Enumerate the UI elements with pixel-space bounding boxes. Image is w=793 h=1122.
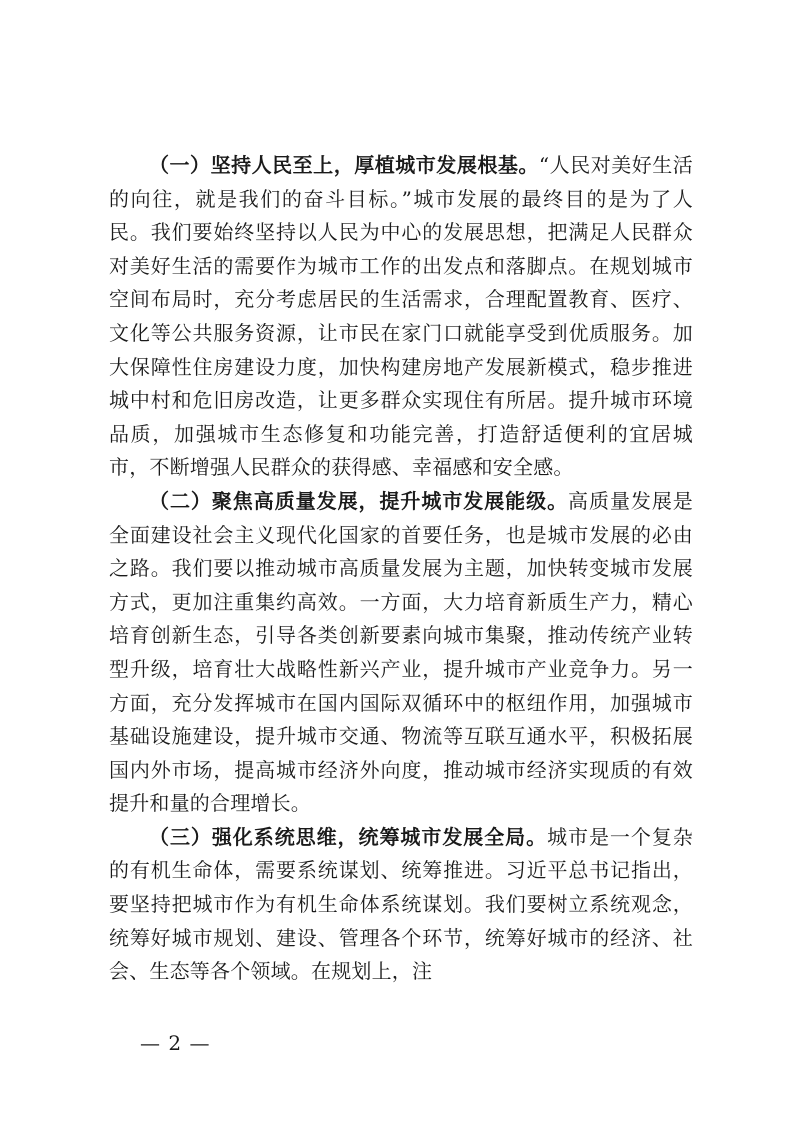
paragraph-1-text: “人民对美好生活的向往，就是我们的奋斗目标。”城市发展的最终目的是为了人民。我们要始终坚持以人民为中心的发展思想，把满足人民群众对美好生活的需要作为城市工作的出发点和落脚点。在规划城市空间布局时，充分考虑居民的生活需求，合理配置教育、医疗、文化等公共服务资源，让市民在家门口就能享受到优质服务。加大保障性住房建设力度，加快构建房地产发展新模式，稳步推进城中村和危旧房改造，让更多群众实现住有所居。提升城市环境品质，加强城市生态修复和功能完善，打造舒适便利的宜居城市，不断增强人民群众的获得感、幸福感和安全感。 bbox=[109, 153, 693, 480]
paragraph-2-heading: （二）聚焦高质量发展，提升城市发展能级。 bbox=[149, 488, 569, 513]
paragraph-1-heading: （一）坚持人民至上，厚植城市发展根基。 bbox=[149, 153, 539, 177]
page-number: — 2 — bbox=[140, 1031, 211, 1055]
paragraph-3 bbox=[109, 821, 693, 989]
paragraph-3-heading: （三）强化系统思维，统筹城市发展全局。 bbox=[149, 824, 548, 849]
paragraph-3-text: 城市是一个复杂的有机生命体，需要系统谋划、统筹推进。习近平总书记指出，要坚持把城市作为有机生命体系统谋划。我们要树立系统观念，统筹好城市规划、建设、管理各个环节，统筹好城市的经济、社会、生态等各个领域。在规划上，注 bbox=[109, 824, 693, 984]
document-body bbox=[109, 149, 693, 989]
paragraph-2 bbox=[109, 485, 693, 821]
paragraph-2-text: 高质量发展是全面建设社会主义现代化国家的首要任务，也是城市发展的必由之路。我们要以推动城市高质量发展为主题，加快转变城市发展方式，更加注重集约高效。一方面，大力培育新质生产力，精心培育创新生态，引导各类创新要素向城市集聚，推动传统产业转型升级，培育壮大战略性新兴产业，提升城市产业竞争力。另一方面，充分发挥城市在国内国际双循环中的枢纽作用，加强城市基础设施建设，提升城市交通、物流等互联互通水平，积极拓展国内外市场，提高城市经济外向度，推动城市经济实现质的有效提升和量的合理增长。 bbox=[109, 488, 694, 816]
paragraph-1 bbox=[109, 149, 693, 485]
